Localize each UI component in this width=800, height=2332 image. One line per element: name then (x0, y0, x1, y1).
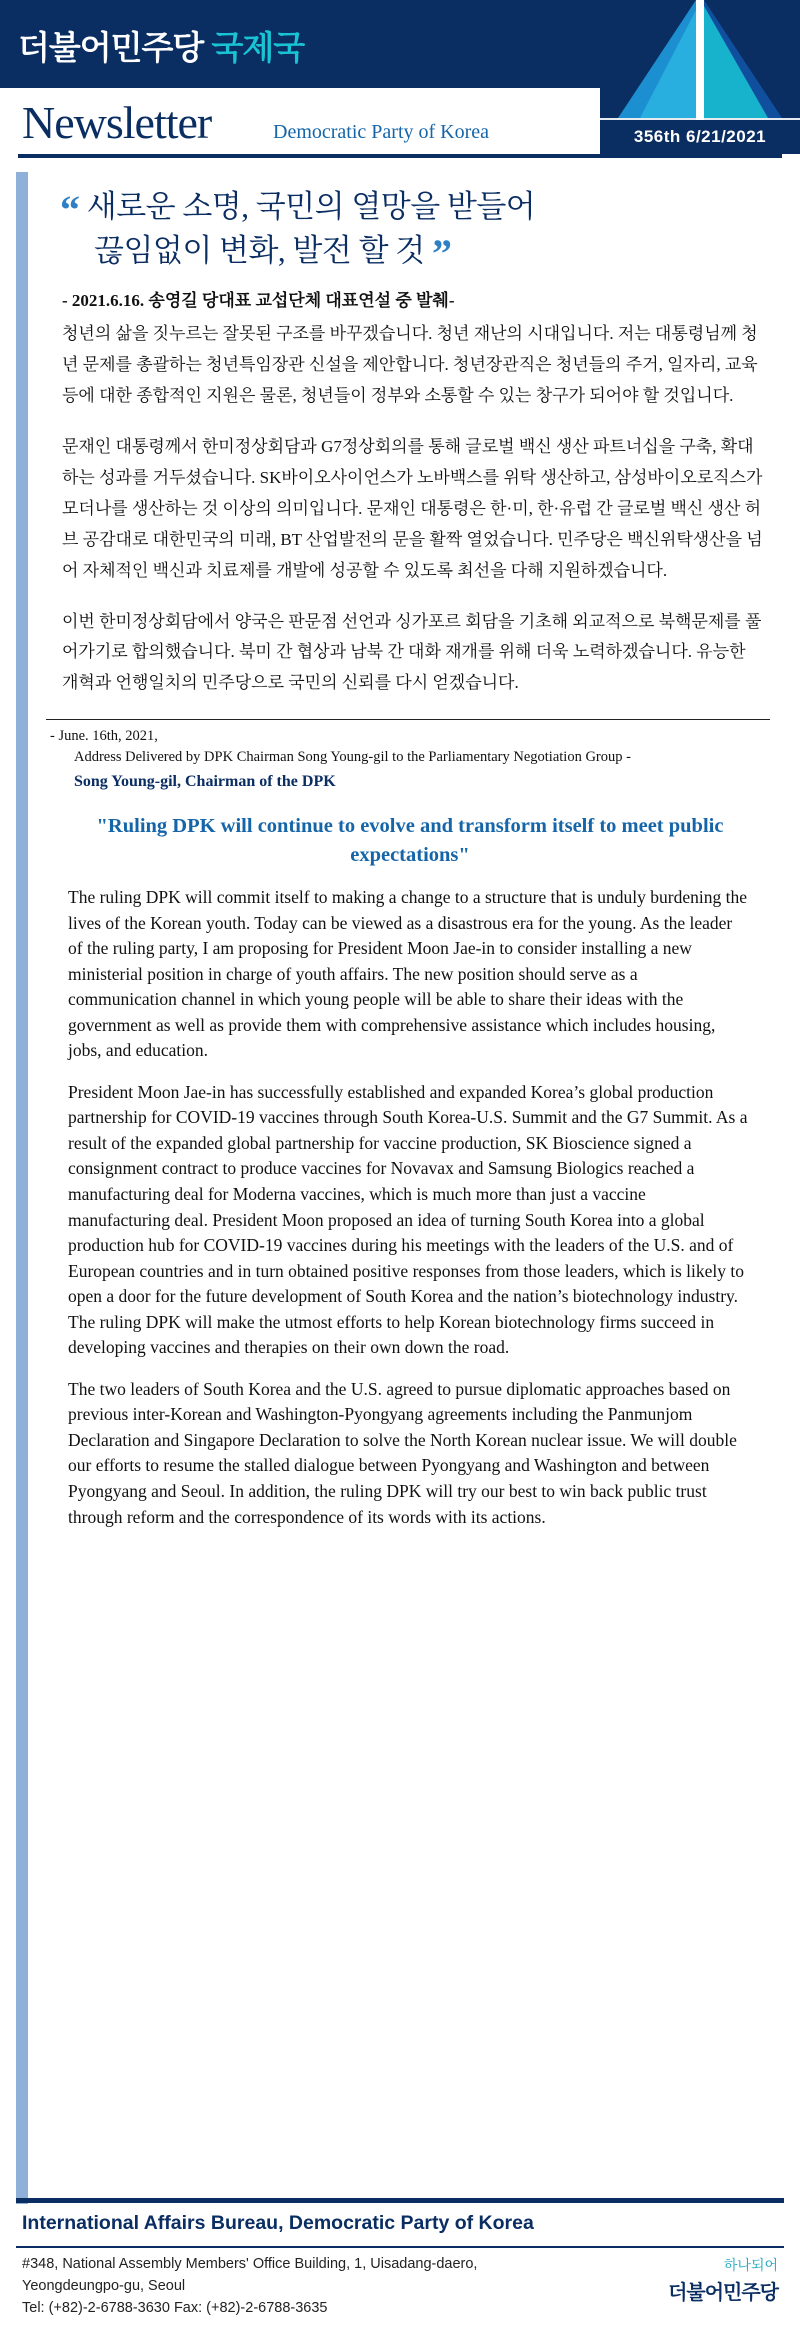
attribution-date: - June. 16th, 2021, (50, 728, 158, 745)
party-brand-main: 더불어민주당 (18, 29, 204, 66)
korean-subtitle: - 2021.6.16. 송영길 당대표 교섭단체 대표연설 중 발췌- (62, 291, 455, 310)
article-body (0, 172, 800, 2204)
english-headline: "Ruling DPK will continue to evolve and transform itself to meet public expectations" (96, 814, 724, 867)
left-accent-rail (16, 172, 28, 2204)
headline-line-2-wrap (60, 230, 774, 274)
korean-paragraph: 문재인 대통령께서 한미정상회담과 G7정상회의를 통해 글로벌 백신 생산 파트너십을 구축, 확대하는 성과를 거두셨습니다. SK바이오사이언스가 노바백스를 위탁 생산하고, 삼성바이오로직스가 모더나를 생산하는 것 이상의 의미입니다. 문재인 대통령은 한·미, 한·유럽 간 글로벌 백신 생산 허브 공감대로 대한민국의 미래, BT 산업발전의 문을 활짝 열었습니다. 민주당은 백신위탁생산을 넘어 자체적인 백신과 치료제를 개발에 성공할 수 있도록 최선을 다해 지원하겠습니다. (62, 436, 763, 580)
quote-open-mark: “ (60, 187, 80, 232)
sail-logo-icon (600, 0, 800, 140)
article-content (36, 172, 784, 1546)
attribution-block (36, 726, 784, 793)
headline-line-1: 새로운 소명, 국민의 열망을 받들어 (86, 189, 536, 224)
party-brand (18, 22, 304, 69)
party-brand-accent: 국제국 (203, 29, 305, 66)
footer-logo-text: 더불어민주당 (668, 2282, 778, 2304)
footer-divider (16, 2246, 784, 2248)
header-divider (18, 154, 782, 158)
footer-logo (668, 2260, 778, 2305)
quote-close-mark: ” (431, 231, 452, 276)
article-headline (60, 186, 774, 274)
issue-badge: 356th 6/21/2021 (600, 120, 800, 154)
english-paragraph: President Moon Jae-in has successfully established and expanded Korea’s global production partnership for COVID-19 vaccines through South Korea-U.S. Summit and the G7 Summit. As a result of the expanded global partnership for vaccine production, SK Bioscience signed a consignment contract to produce vaccines for Novavax and Samsung Biologics reached a manufacturing deal for Moderna vaccines, which is much more than just a vaccine manufacturing deal. President Moon proposed an idea of turning South Korea into a global production hub for COVID-19 vaccines during his meetings with the leaders of the U.S. and of European countries and in turn obtained positive responses from those leaders, which is likely to open a door for the future development of South Korea and the nation’s biotechnology industry. The ruling DPK will make the utmost efforts to help Korean biotechnology firms succeed in developing vaccines and therapies on their own down the road. (68, 1081, 748, 1358)
footer-title: International Affairs Bureau, Democratic Party of Korea (22, 2212, 534, 2234)
newsletter-wordmark: Newsletter (22, 97, 212, 148)
korean-paragraph: 이번 한미정상회담에서 양국은 판문점 선언과 싱가포르 회담을 기초해 외교적으로 북핵문제를 풀어가기로 합의했습니다. 북미 간 협상과 남북 간 대화 재개를 위해 더욱 노력하겠습니다. 유능한 개혁과 언행일치의 민주당으로 국민의 신뢰를 다시 얻겠습니다. (62, 611, 762, 693)
english-paragraph: The ruling DPK will commit itself to making a change to a structure that is unduly burdening the lives of the Korean youth. Today can be viewed as a disastrous era for the young. As the leader of the ruling party, I am proposing for President Moon Jae-in to consider installing a new ministerial position in charge of youth affairs. The new position should serve as a communication channel in which young people will be able to share their ideas with the government as well as provide them with comprehensive assistance which includes housing, jobs, and education. (68, 886, 747, 1061)
headline-line-2: 끊임없이 변화, 발전 할 것 (94, 233, 425, 268)
korean-body (36, 319, 784, 699)
page-header (0, 0, 800, 172)
attribution-speaker: Song Young-gil, Chairman of the DPK (74, 773, 336, 791)
footer-logo-swoosh: 하나되어 (723, 2259, 778, 2274)
attribution-divider (46, 719, 770, 720)
footer-address-line-2: Tel: (+82)-2-6788-3630 Fax: (+82)-2-6788-3635 (22, 2299, 328, 2316)
headline-block (36, 172, 784, 280)
body-bottom-divider (16, 2198, 784, 2203)
footer-address-line-1: #348, National Assembly Members' Office Building, 1, Uisadang-daero, Yeongdeungpo-gu, Seoul (22, 2256, 478, 2294)
newsletter-subtitle: Democratic Party of Korea (273, 121, 490, 143)
korean-paragraph: 청년의 삶을 짓누르는 잘못된 구조를 바꾸겠습니다. 청년 재난의 시대입니다. 저는 대통령님께 청년 문제를 총괄하는 청년특임장관 신설을 제안합니다. 청년장관직은 청년들의 주거, 일자리, 교육 등에 대한 종합적인 지원은 물론, 청년들이 정부와 소통할 수 있는 창구가 되어야 할 것입니다. (62, 324, 758, 405)
page-footer (0, 2204, 800, 2332)
english-paragraph: The two leaders of South Korea and the U.S. agreed to pursue diplomatic approaches based on previous inter-Korean and Washington-Pyongyang agreements including the Panmunjom Declaration and Singapore Declaration to solve the North Korean nuclear issue. We will double our efforts to resume the stalled dialogue between Pyongyang and Washington and between Pyongyang and Seoul. In addition, the ruling DPK will try our best to win back public trust through reform and the correspondence of its words with its actions. (68, 1378, 737, 1527)
footer-address (22, 2254, 582, 2319)
attribution-description: Address Delivered by DPK Chairman Song Young-gil to the Parliamentary Negotiation Group - (74, 749, 631, 766)
english-body (36, 885, 784, 1530)
